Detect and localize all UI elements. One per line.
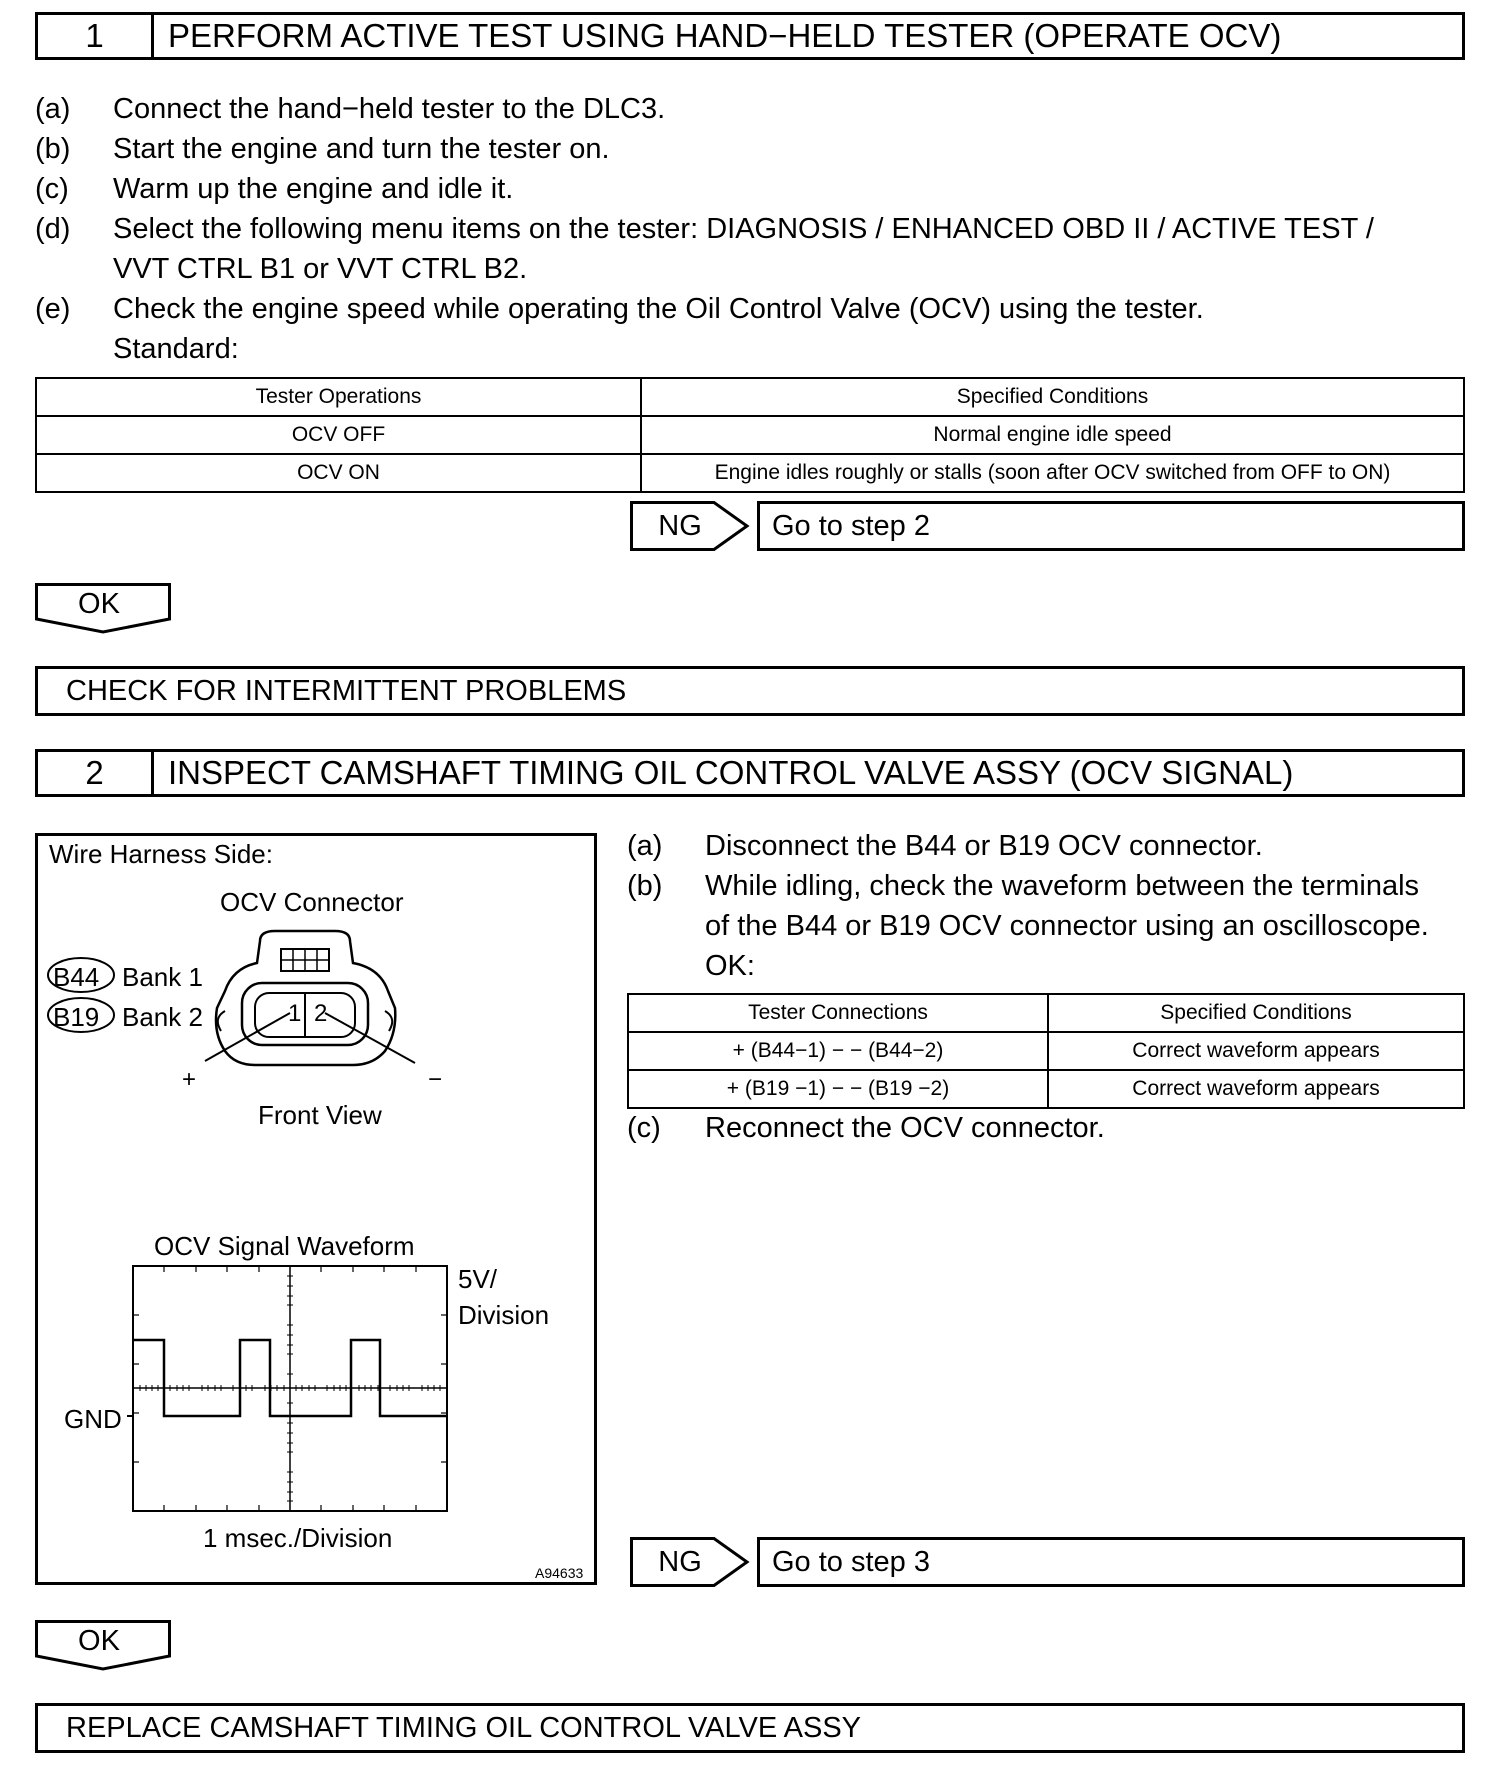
table-row	[628, 1070, 1464, 1108]
step2-spec-table	[627, 993, 1465, 1109]
step1-spec-table	[35, 377, 1465, 493]
ocv-connector-label: OCV Connector	[220, 887, 404, 917]
step2-result: REPLACE CAMSHAFT TIMING OIL CONTROL VALVE ASSY	[35, 1703, 1465, 1753]
bank2-label: Bank 2	[122, 1002, 203, 1032]
table-header: Specified Conditions	[641, 378, 1464, 416]
ocv-figure	[35, 833, 597, 1585]
table-header: Tester Connections	[628, 994, 1048, 1032]
table-header: Specified Conditions	[1048, 994, 1464, 1032]
waveform-title: OCV Signal Waveform	[154, 1231, 415, 1261]
step1-title: PERFORM ACTIVE TEST USING HAND−HELD TESTER (OPERATE OCV)	[168, 17, 1282, 54]
volt-division-line2: Division	[458, 1300, 550, 1330]
volt-division-line1: 5V/	[458, 1264, 498, 1294]
table-cell: Correct waveform appears	[1048, 1070, 1464, 1108]
bank1-code: B44	[53, 962, 100, 992]
pin1-label: 1	[288, 1000, 302, 1027]
minus-label: −	[428, 1066, 443, 1093]
table-row	[36, 416, 1464, 454]
pin2-label: 2	[314, 1000, 328, 1027]
table-header-row	[36, 378, 1464, 416]
gnd-label: GND	[64, 1404, 122, 1434]
table-cell: OCV ON	[36, 454, 641, 492]
wire-harness-side-label: Wire Harness Side:	[49, 839, 273, 869]
table-cell: Correct waveform appears	[1048, 1032, 1464, 1070]
step2-header	[35, 749, 1465, 797]
step1-ng-action: Go to step 2	[757, 501, 1465, 551]
table-cell: + (B19 −1) − − (B19 −2)	[628, 1070, 1048, 1108]
table-cell: Engine idles roughly or stalls (soon after OCV switched from OFF to ON)	[641, 454, 1464, 492]
table-header-row	[628, 994, 1464, 1032]
step1-ok-tag: OK	[35, 583, 171, 635]
step2-number: 2	[38, 752, 154, 794]
figure-id: A94633	[535, 1565, 584, 1581]
step2-ok-tag: OK	[35, 1620, 171, 1672]
step1-number: 1	[38, 15, 154, 57]
step1-header	[35, 12, 1465, 60]
table-header: Tester Operations	[36, 378, 641, 416]
table-row	[628, 1032, 1464, 1070]
front-view-label: Front View	[258, 1100, 382, 1130]
step2-ng-tag: NG	[630, 1537, 750, 1587]
step1-ng-tag: NG	[630, 501, 750, 551]
time-division-label: 1 msec./Division	[203, 1523, 393, 1553]
step2-title: INSPECT CAMSHAFT TIMING OIL CONTROL VALVE ASSY (OCV SIGNAL)	[168, 754, 1294, 791]
ocv-waveform-diagram	[35, 833, 597, 1585]
bank1-label: Bank 1	[122, 962, 203, 992]
bank2-code: B19	[53, 1002, 100, 1032]
table-cell: Normal engine idle speed	[641, 416, 1464, 454]
table-cell: OCV OFF	[36, 416, 641, 454]
plus-label: +	[182, 1066, 197, 1093]
step2-ng-action: Go to step 3	[757, 1537, 1465, 1587]
table-cell: + (B44−1) − − (B44−2)	[628, 1032, 1048, 1070]
table-row	[36, 454, 1464, 492]
step1-result: CHECK FOR INTERMITTENT PROBLEMS	[35, 666, 1465, 716]
